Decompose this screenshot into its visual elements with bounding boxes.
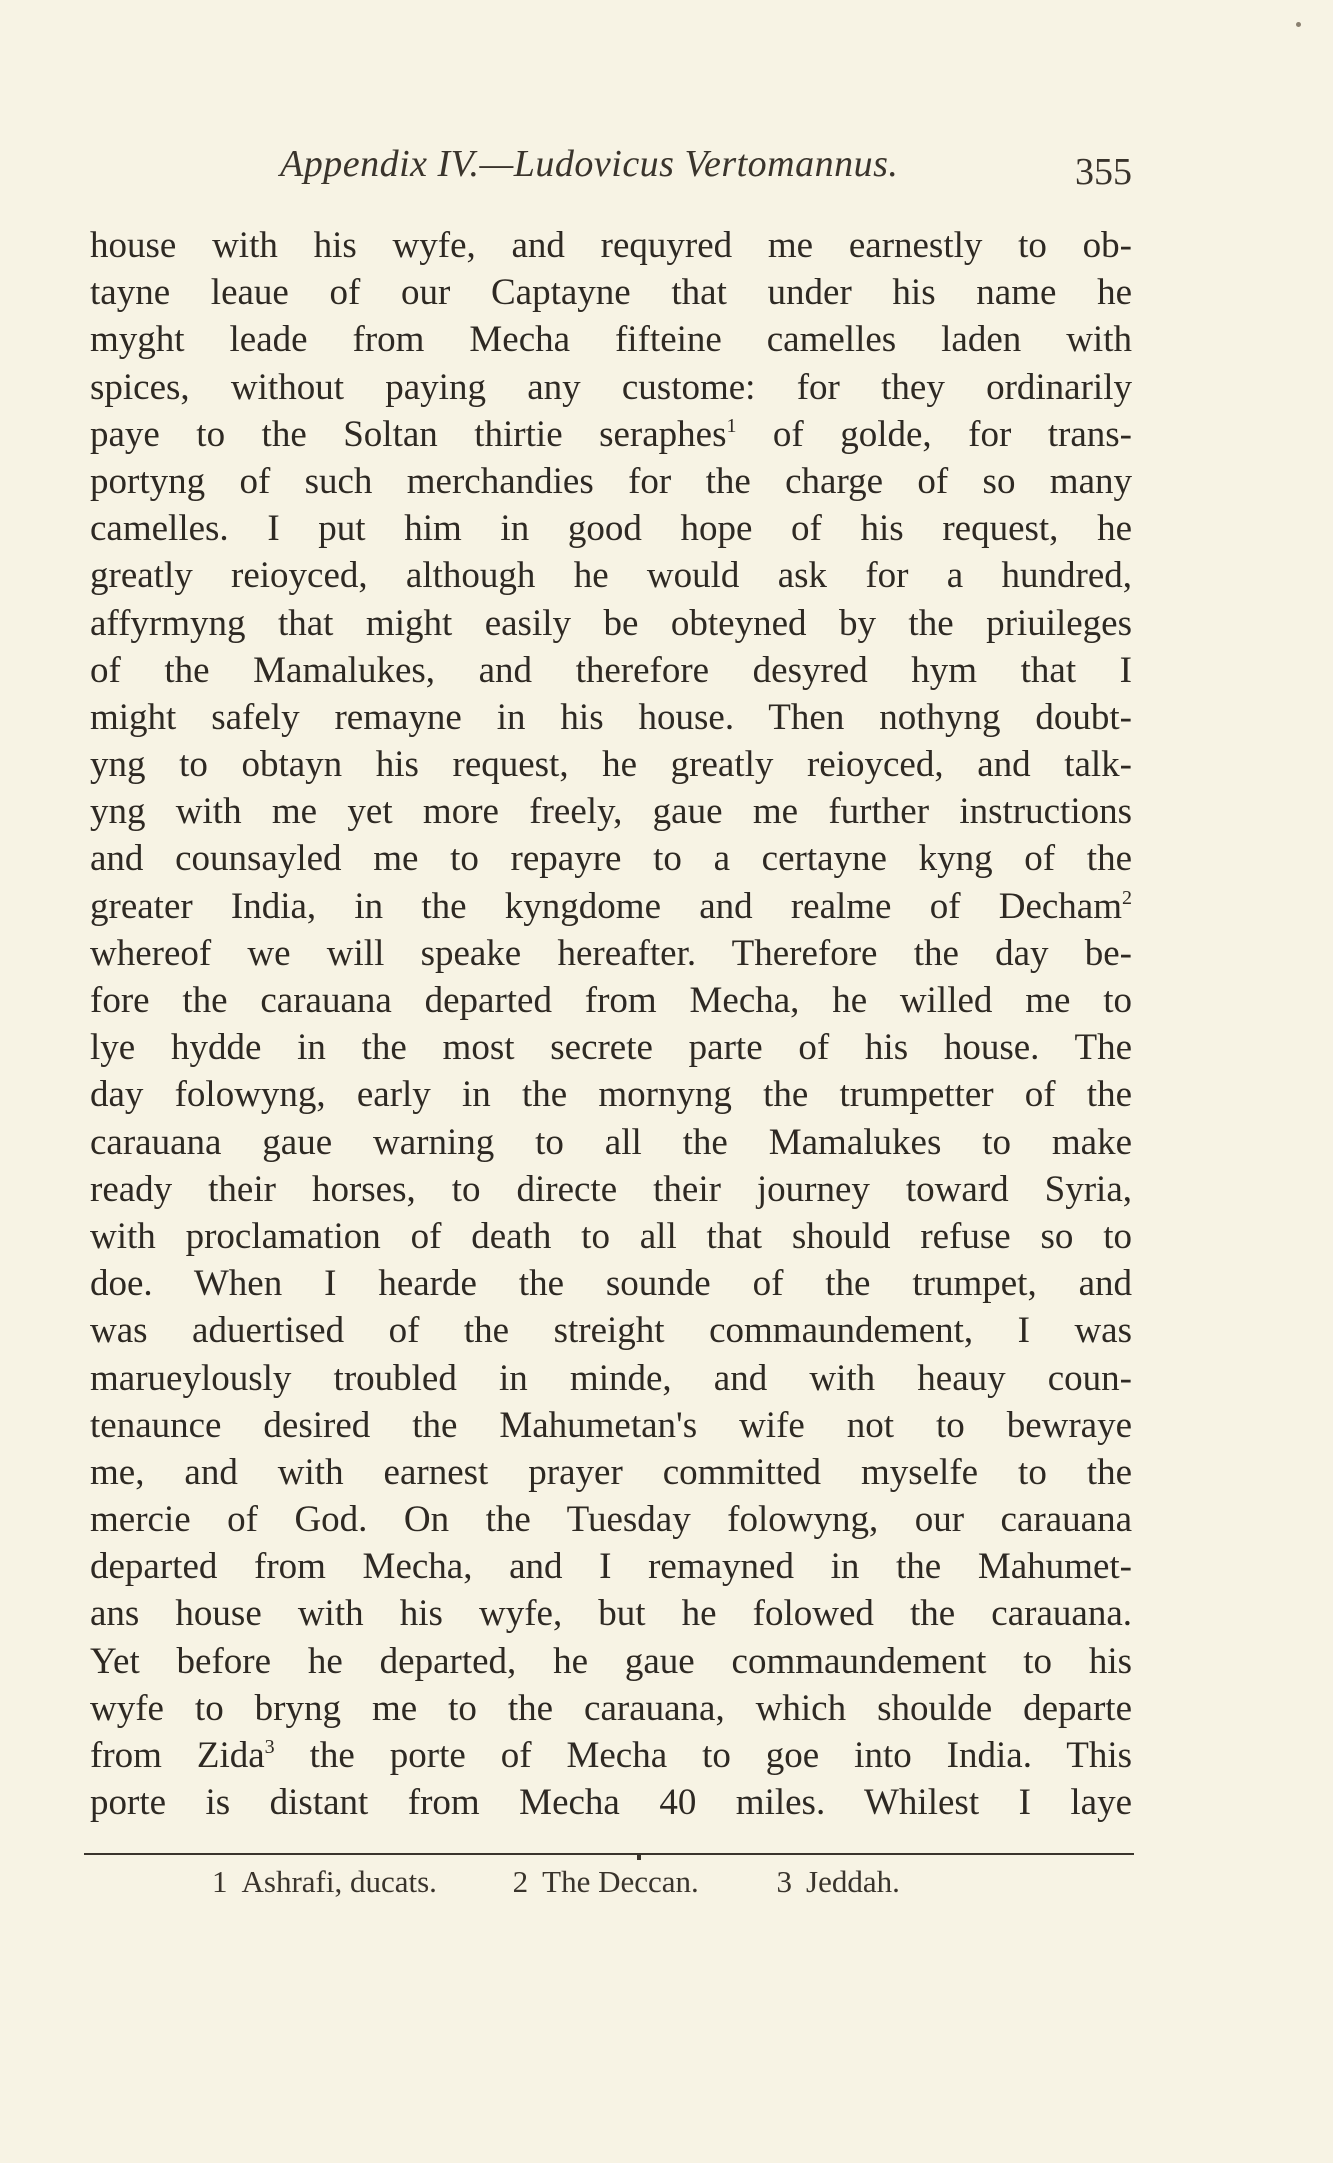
text-line: of the Mamalukes, and therefore desyred hym that I [90,649,1132,691]
text-line [90,411,1132,458]
page-header [272,142,1132,202]
footnote-number: 1 [212,1864,228,1899]
text-line: spices, without paying any custome: for they ordinarily [90,366,1132,408]
text-line-start: greater India, in the kyngdome and realme of Decham [90,885,1122,927]
text-line-start: paye to the Soltan thirtie seraphes [90,413,727,455]
page-number: 355 [1075,151,1132,193]
text-line: lye hydde in the most secrete parte of his house. The [90,1027,1132,1069]
text-line: ans house with his wyfe, but he folowed the carauana. [90,1593,1132,1635]
text-line: greatly reioyced, although he would ask for a hundred, [90,555,1132,597]
text-line: departed from Mecha, and I remayned in the Mahumet- [90,1546,1132,1588]
footnote-ref-3: 3 [264,1736,275,1758]
text-line: camelles. I put him in good hope of his request, he [90,508,1132,550]
footnote-text: The Deccan. [542,1864,699,1899]
footnote-ref-1: 1 [726,414,737,437]
text-line: mercie of God. On the Tuesday folowyng, our carauana [90,1499,1132,1541]
text-line-tail: the porte of Mecha to goe into India. This [274,1735,1132,1776]
footnote-number: 2 [512,1864,529,1899]
text-line: yng to obtayn his request, he greatly reioyced, and talk- [90,744,1132,786]
text-line: fore the carauana departed from Mecha, he willed me to [90,980,1132,1021]
footnote-text: Ashrafi, ducats. [241,1864,437,1899]
text-line: me, and with earnest prayer committed myselfe to the [90,1451,1132,1493]
text-line: wyfe to bryng me to the carauana, which shoulde departe [90,1687,1132,1729]
footnotes [212,1864,900,1900]
text-line-start: from Zida [90,1735,265,1776]
divider-tick [637,1854,641,1860]
text-line: portyng of such merchandies for the charge of so many [90,460,1132,502]
text-line: day folowyng, early in the mornyng the trumpetter of the [90,1074,1132,1116]
text-line: tayne leaue of our Captayne that under his name he [90,272,1132,314]
text-line: Yet before he departed, he gaue commaundement to his [90,1640,1132,1682]
text-line: tenaunce desired the Mahumetan's wife not to bewraye [90,1404,1132,1446]
running-title: Appendix IV.—Ludovicus Vertomannus. [280,143,899,185]
text-line: house with his wyfe, and requyred me earnestly to ob- [90,225,1132,266]
text-line: doe. When I hearde the sounde of the trumpet, and [90,1263,1132,1305]
text-line: porte is distant from Mecha 40 miles. Whilest I laye [90,1782,1132,1824]
text-line: was aduertised of the streight commaundement, I was [90,1310,1132,1352]
text-line [90,1732,1132,1779]
text-line: yng with me yet more freely, gaue me further instructions [90,791,1132,833]
paper-speck [1296,22,1301,27]
text-line: ready their horses, to directe their journey toward Syria, [90,1168,1132,1210]
footnote-number: 3 [776,1864,793,1899]
footnote-divider [84,1853,1134,1855]
text-line: carauana gaue warning to all the Mamalukes to make [90,1121,1132,1163]
text-line: with proclamation of death to all that should refuse so to [90,1215,1132,1257]
text-line: affyrmyng that might easily be obteyned by the priuileges [90,602,1132,644]
text-line-tail: of golde, for trans- [736,413,1132,455]
text-line: might safely remayne in his house. Then nothyng doubt- [90,696,1132,738]
footnote-ref-2: 2 [1122,886,1132,909]
text-line [90,883,1132,930]
footnote-text: Jeddah. [806,1864,900,1899]
text-line: marueylously troubled in minde, and with heauy coun- [90,1357,1132,1399]
body-text [90,222,1132,1826]
footnote-2 [513,1864,699,1900]
text-line: myght leade from Mecha fifteine camelles laden with [90,319,1132,361]
text-line: and counsayled me to repayre to a certayne kyng of the [90,838,1132,880]
footnote-1 [212,1864,437,1900]
footnote-3 [777,1864,900,1900]
text-line: whereof we will speake hereafter. Therefore the day be- [90,932,1132,974]
